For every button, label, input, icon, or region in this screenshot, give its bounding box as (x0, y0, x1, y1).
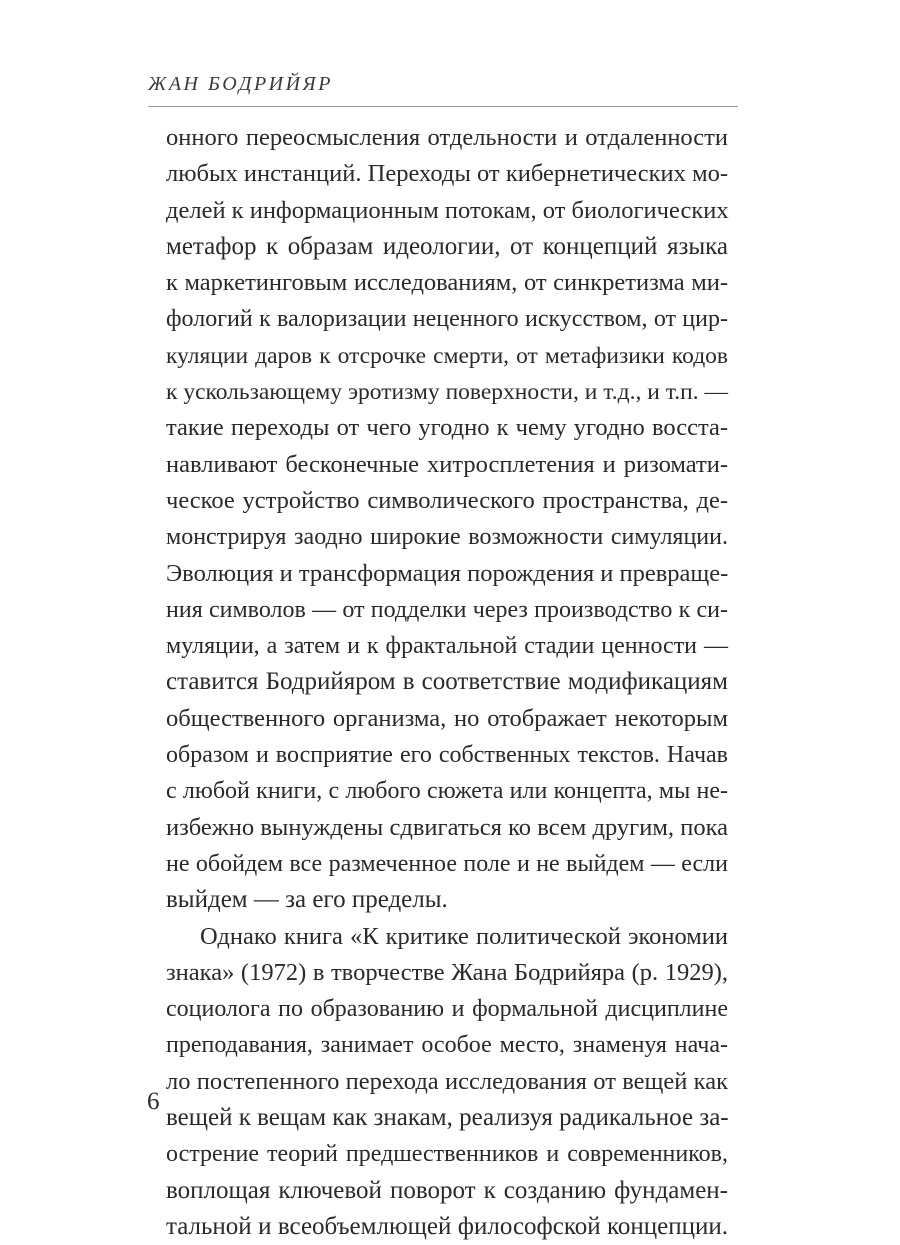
text-line: не обойдем все размеченное поле и не выйдем — если (166, 850, 728, 877)
text-line: ния символов — от подделки через производство к си- (166, 596, 728, 623)
text-line: ло постепенного перехода исследования от вещей как (166, 1067, 728, 1095)
text-line: навливают бесконечные хитросплетения и ризомати- (166, 450, 728, 478)
text-line: к маркетинговым исследованиям, от синкретизма ми- (166, 269, 728, 297)
text-line: знака» (1972) в творчестве Жана Бодрийяра (р. 1929), (166, 958, 728, 986)
text-line: вещей к вещам как знакам, реализуя радикальное за- (166, 1104, 729, 1132)
text-line: онного переосмысления отдельности и отдаленности (166, 124, 728, 151)
text-line: социолога по образованию и формальной дисциплине (166, 996, 728, 1023)
page-number: 6 (147, 1088, 160, 1115)
text-line: острение теорий предшественников и современников, (166, 1141, 728, 1168)
text-line: преподавания, занимает особое место, знаменуя нача- (166, 1032, 728, 1059)
header-rule (148, 106, 738, 107)
text-line: Однако книга «К критике политической экономии (200, 922, 728, 950)
text-line: любых инстанций. Переходы от кибернетических мо- (166, 160, 728, 188)
text-line: метафор к образам идеологии, от концепций языка (166, 232, 728, 260)
text-line: общественного организма, но отображает некоторым (166, 704, 728, 732)
text-line: к ускользающему эротизму поверхности, и т.д., и т.п. — (166, 379, 728, 406)
text-line: образом и восприятие его собственных текстов. Начав (166, 742, 728, 769)
text-line: ческое устройство символического пространства, де- (166, 486, 728, 514)
text-line: муляции, а затем и к фрактальной стадии ценности — (166, 633, 728, 660)
text-line: воплощая ключевой поворот к созданию фундамен- (166, 1176, 728, 1204)
text-line: фологий к валоризации неценного искусством, от цир- (166, 306, 728, 333)
text-line: с любой книги, с любого сюжета или концепта, мы не- (166, 778, 728, 805)
body-text (166, 120, 728, 1245)
text-line: делей к информационным потокам, от биологических (166, 196, 729, 224)
paragraph-2 (166, 919, 728, 1245)
text-line: избежно вынуждены сдвигаться ко всем другим, пока (166, 813, 728, 841)
paragraph-1 (166, 120, 728, 919)
text-line: такие переходы от чего угодно к чему угодно восста- (166, 414, 728, 442)
text-line: куляции даров к отсрочке смерти, от метафизики кодов (166, 342, 728, 369)
text-line: монстрируя заодно широкие возможности симуляции. (166, 524, 728, 551)
running-head: ЖАН БОДРИЙЯР (148, 73, 333, 95)
text-line: выйдем — за его пределы. (166, 886, 448, 914)
text-line: Эволюция и трансформация порождения и превраще- (166, 559, 729, 587)
text-line: ставится Бодрийяром в соответствие модификациям (166, 668, 728, 696)
text-line: тальной и всеобъемлющей философской концепции. (166, 1212, 728, 1240)
